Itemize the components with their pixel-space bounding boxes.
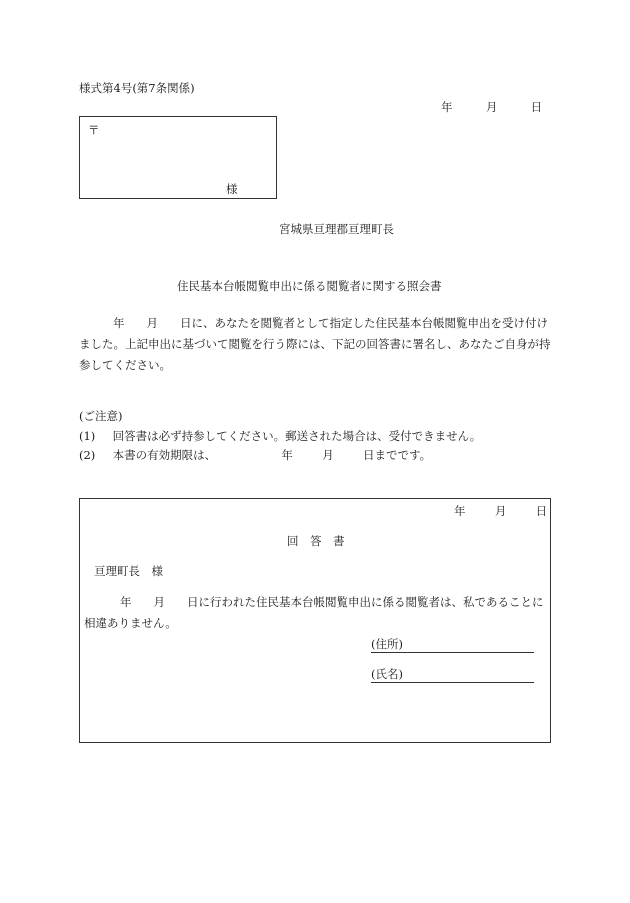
sender: 宮城県亘理郡亘理町長 (279, 222, 394, 236)
reply-body-line1: に行われた住民基本台帳閲覧申出に係る閲覧者は、私であること (198, 595, 532, 609)
reply-form-box (79, 498, 551, 743)
name-field[interactable] (371, 667, 534, 683)
header-date (441, 99, 542, 115)
note-1-num: (1) (79, 429, 96, 443)
header-date-day: 日 (530, 100, 543, 114)
notice-title: 住民基本台帳閲覧申出に係る閲覧者に関する照会書 (177, 279, 442, 293)
reply-date (454, 503, 547, 519)
reply-date-year: 年 (454, 504, 466, 518)
address-box[interactable] (79, 116, 277, 199)
note-2-prefix: 本書の有効期限は、 (112, 448, 217, 462)
form-number: 様式第4号(第7条関係) (79, 81, 195, 95)
note-item-1 (79, 428, 481, 444)
reply-date2-day: 日 (187, 595, 199, 609)
reply-date2-year: 年 (120, 595, 132, 609)
reply-body-rest: に相違ありません。 (84, 595, 544, 630)
postal-mark: 〒 (88, 123, 100, 137)
note-1-text: 回答書は必ず持参してください。郵送された場合は、受付できません。 (112, 429, 482, 443)
notice-body (79, 313, 554, 376)
note-2-num: (2) (79, 448, 96, 462)
header-date-month: 月 (485, 100, 498, 114)
notice-date-month: 月 (146, 316, 158, 330)
notice-body-line1: に、あなたを閲覧者として指定した住民基本台帳閲覧申出を受け付 (191, 316, 537, 330)
address-label: (住所) (371, 637, 403, 651)
note-2-month: 月 (322, 448, 334, 462)
reply-date2-month: 月 (153, 595, 165, 609)
reply-date-month: 月 (494, 504, 507, 518)
address-honorific: 様 (226, 182, 238, 196)
name-label: (氏名) (371, 667, 403, 681)
note-2-year: 年 (281, 448, 293, 462)
header-date-year: 年 (441, 100, 453, 114)
notice-date-day: 日 (180, 316, 192, 330)
note-item-2 (79, 447, 431, 463)
address-field[interactable] (371, 637, 534, 653)
reply-body (84, 592, 550, 634)
notice-date-year: 年 (113, 316, 125, 330)
reply-addressee: 亘理町長 様 (94, 564, 163, 578)
notice-body-rest: けました。上記申出に基づいて閲覧を行う際には、下記の回答書に署名し、あなたご自身が持参してください。 (79, 316, 551, 372)
notes-heading: (ご注意) (79, 409, 123, 423)
reply-title: 回 答 書 (287, 534, 345, 548)
reply-date-day: 日 (535, 504, 548, 518)
note-2-day-suffix: 日までです。 (363, 448, 432, 462)
